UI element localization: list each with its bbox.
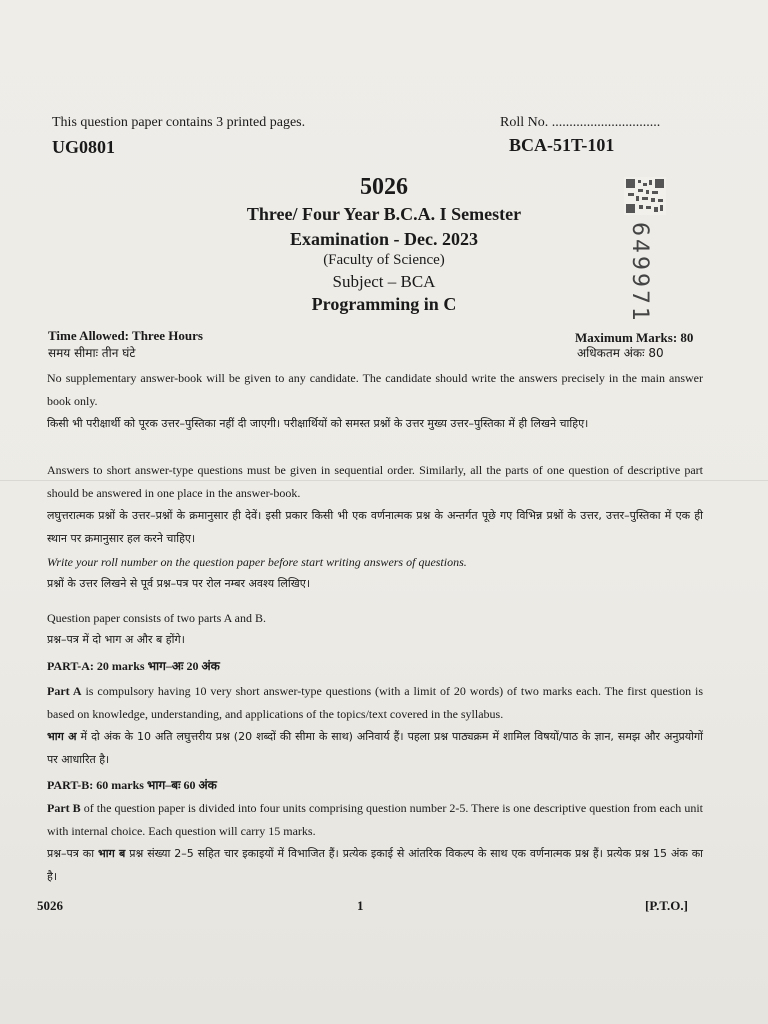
pages-note: This question paper contains 3 printed pages. <box>52 115 306 130</box>
right-paper-code: BCA-51T-101 <box>509 135 615 155</box>
roll-number-label: Roll No. ............................... <box>500 115 661 130</box>
instruction-parts-en: Question paper consists of two parts A and B. <box>47 611 266 625</box>
left-paper-code: UG0801 <box>52 137 115 157</box>
instruction-roll-en: Write your roll number on the question paper before start writing answers of questions. <box>47 555 467 569</box>
part-a-hi-lead: भाग अ <box>47 730 77 743</box>
instruction-parts-hi: प्रश्न–पत्र में दो भाग अ और ब होंगे। <box>47 633 185 646</box>
faculty: (Faculty of Science) <box>323 252 445 268</box>
subject: Subject – BCA <box>332 272 436 291</box>
max-marks-en: Maximum Marks: 80 <box>575 330 694 345</box>
qr-code-icon <box>624 177 666 215</box>
part-b-hi-pre: प्रश्न–पत्र का <box>47 847 95 860</box>
part-b-description-en <box>47 797 703 843</box>
part-a-heading: PART-A: 20 marks भाग–अः 20 अंक <box>47 659 220 673</box>
instruction-order-en: Answers to short answer-type questions must be given in sequential order. Similarly, all the parts of one question of descriptive part should be answered in one place in the answer-book. <box>47 463 703 500</box>
part-a-hi-text: में दो अंक के 10 अति लघुत्तरीय प्रश्न (20 शब्दों की सीमा के साथ) अनिवार्य हैं। पहला प्रश्न पाठ्यक्रम में शामिल विषयों/पाठ के ज्ञान, समझ और अनुप्रयोगों पर आधारित है। <box>47 730 703 766</box>
part-b-heading: PART-B: 60 marks भाग–बः 60 अंक <box>47 778 217 792</box>
part-a-text: is compulsory having 10 very short answer-type questions (with a limit of 20 words) of two marks each. The first question is based on knowledge, understanding, and applications of the topics/text covered in the syllabus. <box>47 684 704 721</box>
part-b-hi-text: प्रश्न संख्या 2–5 सहित चार इकाइयों में विभाजित हैं। प्रत्येक इकाई से आंतरिक विकल्प के साथ एक वर्णनात्मक प्रश्न हैं। प्रत्येक प्रश्न 15 अंक का है। <box>47 847 704 883</box>
time-allowed-en: Time Allowed: Three Hours <box>48 328 203 343</box>
part-b-lead: Part B <box>47 801 81 815</box>
paper-number: 5026 <box>360 174 408 200</box>
part-a-lead: Part A <box>47 684 82 698</box>
serial-number: 649971 <box>627 222 652 324</box>
footer-pto: [P.T.O.] <box>645 898 688 913</box>
footer-paper-number: 5026 <box>37 898 63 913</box>
exam-session: Examination - Dec. 2023 <box>290 229 478 249</box>
footer-page-number: 1 <box>357 898 364 913</box>
instruction-roll-hi: प्रश्नों के उत्तर लिखने से पूर्व प्रश्न–पत्र पर रोल नम्बर अवश्य लिखिए। <box>47 577 310 590</box>
part-b-text: of the question paper is divided into four units comprising question number 2-5. There is one descriptive question from each unit with internal choice. Each question will carry 15 marks. <box>47 801 703 838</box>
part-b-description-hi <box>47 842 703 888</box>
exam-title: Three/ Four Year B.C.A. I Semester <box>246 204 522 224</box>
instruction-supplementary-hi: किसी भी परीक्षार्थी को पूरक उत्तर–पुस्तिका नहीं दी जाएगी। परीक्षार्थियों को समस्त प्रश्नों के उत्तर मुख्य उत्तर–पुस्तिका में ही लिखने चाहिए। <box>47 417 589 430</box>
instruction-order-hi: लघुत्तरात्मक प्रश्नों के उत्तर–प्रश्नों के क्रमानुसार ही देवें। इसी प्रकार किसी भी एक वर्णनात्मक प्रश्न के अन्तर्गत पूछे गए विभिन्न प्रश्नों के उत्तर, उत्तर–पुस्तिका में एक ही स्थान पर क्रमानुसार हल करने चाहिए। <box>47 509 703 545</box>
instruction-supplementary-en: No supplementary answer-book will be given to any candidate. The candidate should write the answers precisely in the main answer book only. <box>47 371 703 408</box>
part-b-hi-lead: भाग ब <box>98 847 126 860</box>
max-marks-hi: अधिकतम अंकः 80 <box>577 346 664 360</box>
part-a-description-en <box>47 680 703 726</box>
time-allowed-hi: समय सीमाः तीन घंटे <box>48 346 136 360</box>
part-a-description-hi <box>47 725 703 771</box>
paper-name: Programming in C <box>311 294 457 314</box>
